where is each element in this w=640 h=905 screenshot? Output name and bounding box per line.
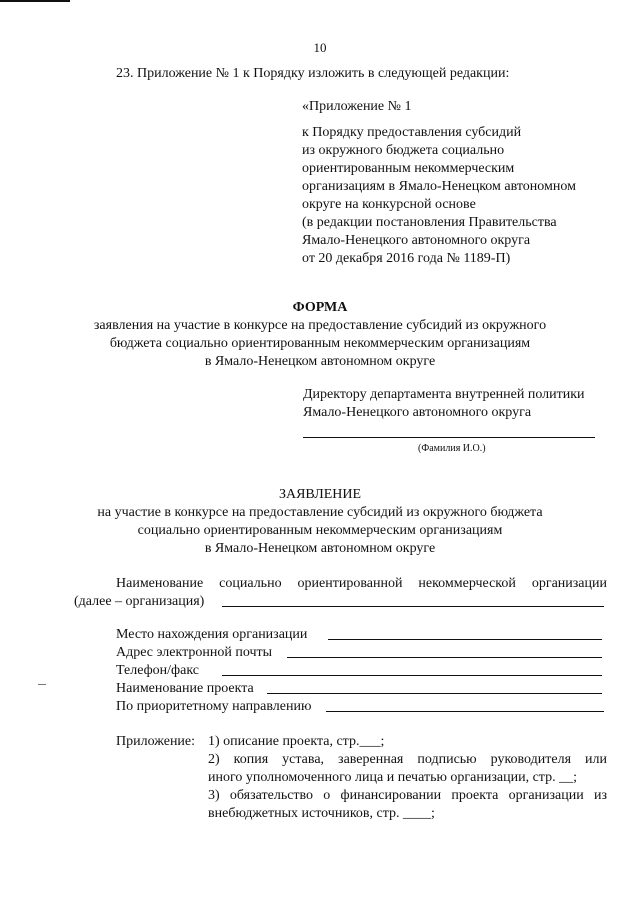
project-name-label: Наименование проекта	[116, 681, 254, 696]
statement-title: ЗАЯВЛЕНИЕ	[278, 487, 362, 502]
project-name-field[interactable]	[267, 693, 602, 694]
attachment-item: 2) копия устава, заверенная подписью руководителя или	[208, 752, 607, 767]
appendix-heading: «Приложение № 1	[302, 99, 412, 114]
attachments-label: Приложение:	[116, 734, 196, 749]
org-name-label: Наименование социально ориентированной некоммерческой организации	[116, 576, 607, 591]
attachment-item: 1) описание проекта, стр.___;	[208, 734, 385, 749]
appendix-line: организациям в Ямало-Ненецком автономном	[302, 179, 576, 194]
appendix-line: округе на конкурсной основе	[302, 197, 476, 212]
appendix-line: ориентированным некоммерческим	[302, 161, 515, 176]
margin-mark	[38, 684, 46, 685]
attachment-item-cont: внебюджетных источников, стр. ____;	[208, 806, 435, 821]
form-subtitle-line: в Ямало-Ненецком автономном округе	[204, 354, 436, 369]
form-subtitle-line: заявления на участие в конкурсе на предоставление субсидий из окружного	[93, 318, 547, 333]
phone-field[interactable]	[222, 675, 602, 676]
addressee-line: Ямало-Ненецкого автономного округа	[303, 405, 532, 420]
statement-subtitle-line: на участие в конкурсе на предоставление субсидий из окружного бюджета	[97, 505, 543, 520]
location-field[interactable]	[328, 639, 602, 640]
attachment-item: 3) обязательство о финансировании проекта организации из	[208, 788, 607, 803]
statement-subtitle-line: в Ямало-Ненецком автономном округе	[204, 541, 436, 556]
addressee-line: Директору департамента внутренней политики	[303, 387, 585, 402]
email-label: Адрес электронной почты	[116, 645, 273, 660]
org-name-field[interactable]	[222, 606, 604, 607]
attachment-item-cont: иного уполномоченного лица и печатью организации, стр. __;	[208, 770, 577, 785]
appendix-line: Ямало-Ненецкого автономного округа	[302, 233, 531, 248]
priority-direction-label: По приоритетному направлению	[116, 699, 312, 714]
statement-subtitle-line: социально ориентированным некоммерческим организациям	[137, 523, 503, 538]
appendix-line: от 20 декабря 2016 года № 1189-П)	[302, 251, 511, 266]
appendix-line: (в редакции постановления Правительства	[302, 215, 557, 230]
form-subtitle-line: бюджета социально ориентированным некоммерческим организациям	[109, 336, 531, 351]
appendix-line: к Порядку предоставления субсидий	[302, 125, 522, 140]
addressee-name-field[interactable]	[303, 437, 595, 438]
org-name-label-cont: (далее – организация)	[74, 594, 205, 609]
appendix-line: из окружного бюджета социально	[302, 143, 505, 158]
top-rule	[0, 0, 70, 2]
priority-direction-field[interactable]	[326, 711, 604, 712]
addressee-caption: (Фамилия И.О.)	[418, 443, 486, 454]
form-title: ФОРМА	[292, 300, 348, 315]
email-field[interactable]	[287, 657, 602, 658]
phone-label: Телефон/факс	[116, 663, 200, 678]
amendment-intro: 23. Приложение № 1 к Порядку изложить в следующей редакции:	[116, 66, 510, 81]
page-number: 10	[313, 40, 327, 55]
location-label: Место нахождения организации	[116, 627, 308, 642]
